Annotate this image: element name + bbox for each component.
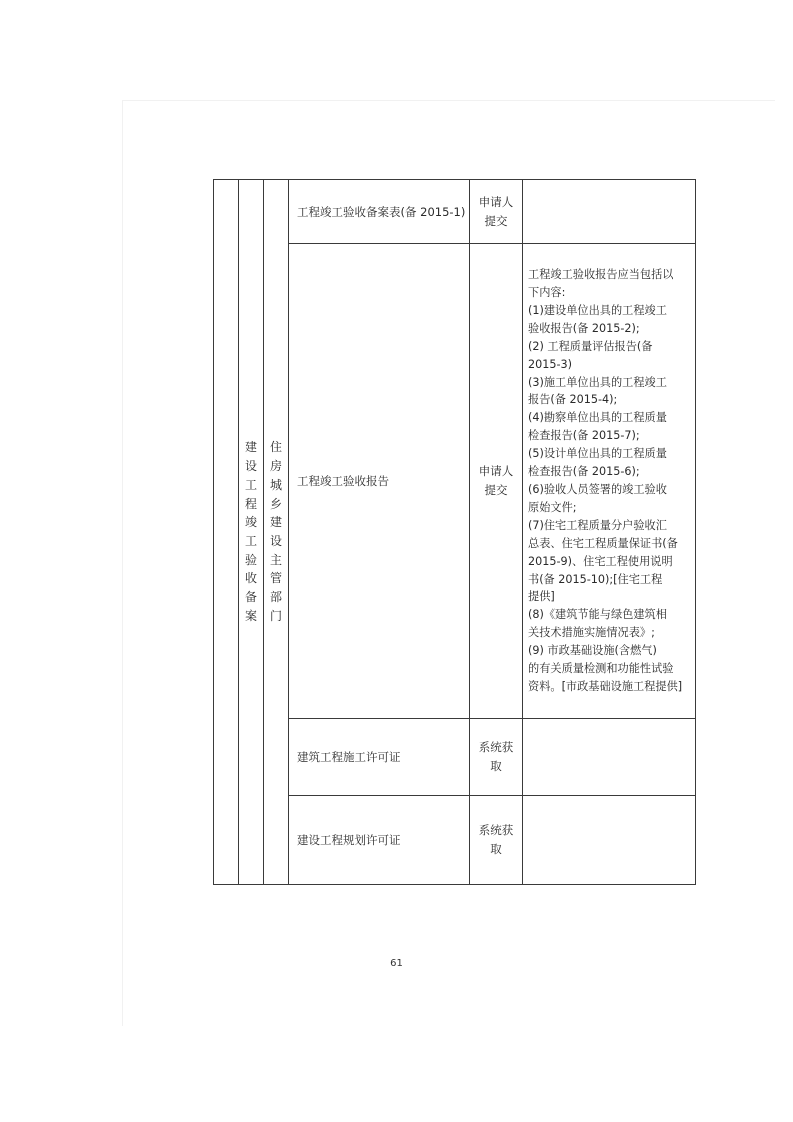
material-source xyxy=(470,796,523,885)
note-line: 下内容: xyxy=(528,286,566,300)
note-line: (1)建设单位出具的工程竣工 xyxy=(528,303,667,317)
blank-column-cell xyxy=(214,180,239,885)
material-source xyxy=(470,244,523,719)
material-source-text: 申请人提交 xyxy=(478,464,514,497)
note-line: 检查报告(备 2015-6); xyxy=(528,465,640,479)
note-line: 报告(备 2015-4); xyxy=(528,393,618,407)
note-line: 提供] xyxy=(528,590,555,604)
note-line: (8)《建筑节能与绿色建筑相 xyxy=(528,608,667,622)
note-line: 2015-9)、住宅工程使用说明 xyxy=(528,554,673,568)
note-line: (4)勘察单位出具的工程质量 xyxy=(528,411,667,425)
material-source xyxy=(470,719,523,796)
material-name: 建设工程规划许可证 xyxy=(289,796,470,885)
note-line: (6)验收人员签署的竣工验收 xyxy=(528,483,667,496)
material-source-text: 系统获取 xyxy=(478,823,514,856)
note-line: (2) 工程质量评估报告(备 xyxy=(528,339,653,353)
note-line: 资料。[市政基础设施工程提供] xyxy=(528,679,683,693)
note-line: 2015-3) xyxy=(528,357,572,371)
table-row xyxy=(214,180,696,244)
material-source-text: 系统获取 xyxy=(478,740,514,773)
note-line: (3)施工单位出具的工程竣工 xyxy=(528,375,667,389)
material-source xyxy=(470,180,523,244)
material-notes xyxy=(523,244,696,719)
category-label: 建设工程竣工验收备案 xyxy=(244,440,257,623)
category-cell xyxy=(239,180,264,885)
note-line: 关技术措施实施情况表》; xyxy=(528,626,655,640)
note-line: 检查报告(备 2015-7); xyxy=(528,429,640,443)
note-line: 验收报告(备 2015-2); xyxy=(528,321,640,335)
note-line: 工程竣工验收报告应当包括以 xyxy=(528,268,674,282)
note-line: 书(备 2015-10);[住宅工程 xyxy=(528,572,663,586)
filing-materials-table xyxy=(213,179,696,885)
note-line: 原始文件; xyxy=(528,500,577,514)
material-notes xyxy=(523,719,696,796)
note-line: (7)住宅工程质量分户验收汇 xyxy=(528,518,667,532)
note-line: 的有关质量检测和功能性试验 xyxy=(528,662,674,676)
note-line: (9) 市政基础设施(含燃气) xyxy=(528,644,657,658)
material-notes xyxy=(523,180,696,244)
material-notes xyxy=(523,796,696,885)
department-cell xyxy=(264,180,289,885)
note-line: 总表、住宅工程质量保证书(备 xyxy=(528,536,678,550)
note-line: (5)设计单位出具的工程质量 xyxy=(528,447,667,461)
page-number: 61 xyxy=(390,958,403,969)
material-name: 建筑工程施工许可证 xyxy=(289,719,470,796)
department-label: 住房城乡建设主管部门 xyxy=(269,440,282,623)
material-name: 工程竣工验收报告 xyxy=(289,244,470,719)
material-name: 工程竣工验收备案表(备 2015-1) xyxy=(289,180,470,244)
material-source-text: 申请人提交 xyxy=(478,194,514,228)
